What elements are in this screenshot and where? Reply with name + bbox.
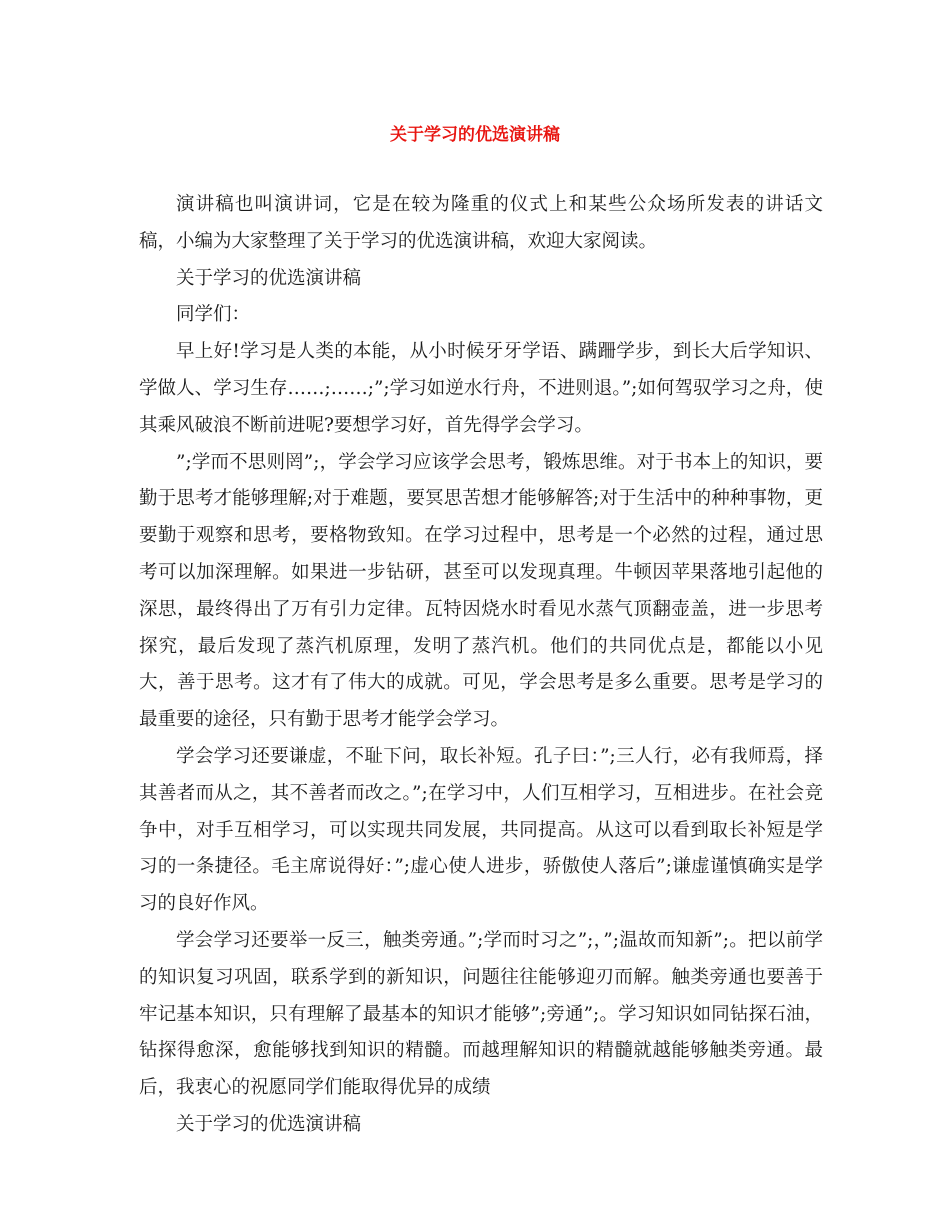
paragraph-greeting: 早上好!学习是人类的本能，从小时候牙牙学语、蹒跚学步，到长大后学知识、学做人、学习生存……;……;”;学习如逆水行舟，不进则退。”;如何驾驭学习之舟，使其乘风破浪不断前进呢?要想学习好，首先得学会学习。: [139, 341, 823, 436]
document-body: [139, 187, 823, 1144]
paragraph-closing-heading: 关于学习的优选演讲稿: [176, 1113, 362, 1135]
paragraph-modesty: 学会学习还要谦虚，不耻下问，取长补短。孔子曰：”;三人行，必有我师焉，择其善者而从之，其不善者而改之。”;在学习中，人们互相学习，互相进步。在社会竞争中，对手互相学习，可以实现共同发展，共同提高。从这可以看到取长补短是学习的一条捷径。毛主席说得好：”;虚心使人进步，骄傲使人落后”;谦虚谨慎确实是学习的良好作风。: [139, 745, 823, 915]
paragraph-analogy: 学会学习还要举一反三，触类旁通。”;学而时习之”;，”;温故而知新”;。把以前学的知识复习巩固，联系学到的新知识，问题往往能够迎刃而解。触类旁通也要善于牢记基本知识，只有理解了最基本的知识才能够”;旁通”;。学习知识如同钻探石油，钻探得愈深，愈能够找到知识的精髓。而越理解知识的精髓就越能够触类旁通。最后，我衷心的祝愿同学们能取得优异的成绩: [139, 929, 823, 1099]
paragraph-salutation: 同学们：: [176, 304, 251, 326]
paragraph-heading: 关于学习的优选演讲稿: [176, 267, 362, 289]
paragraph-thinking: ”;学而不思则罔”;，学会学习应该学会思考，锻炼思维。对于书本上的知识，要勤于思考才能够理解;对于难题，要冥思苦想才能够解答;对于生活中的种种事物，更要勤于观察和思考，要格物致知。在学习过程中，思考是一个必然的过程，通过思考可以加深理解。如果进一步钻研，甚至可以发现真理。牛顿因苹果落地引起他的深思，最终得出了万有引力定律。瓦特因烧水时看见水蒸气顶翻壶盖，进一步思考探究，最后发现了蒸汽机原理，发明了蒸汽机。他们的共同优点是，都能以小见大，善于思考。这才有了伟大的成就。可见，学会思考是多么重要。思考是学习的最重要的途径，只有勤于思考才能学会学习。: [139, 451, 823, 731]
document-title: 关于学习的优选演讲稿: [390, 125, 560, 145]
paragraph-intro: 演讲稿也叫演讲词，它是在较为隆重的仪式上和某些公众场所发表的讲话文稿，小编为大家整理了关于学习的优选演讲稿，欢迎大家阅读。: [139, 194, 823, 252]
